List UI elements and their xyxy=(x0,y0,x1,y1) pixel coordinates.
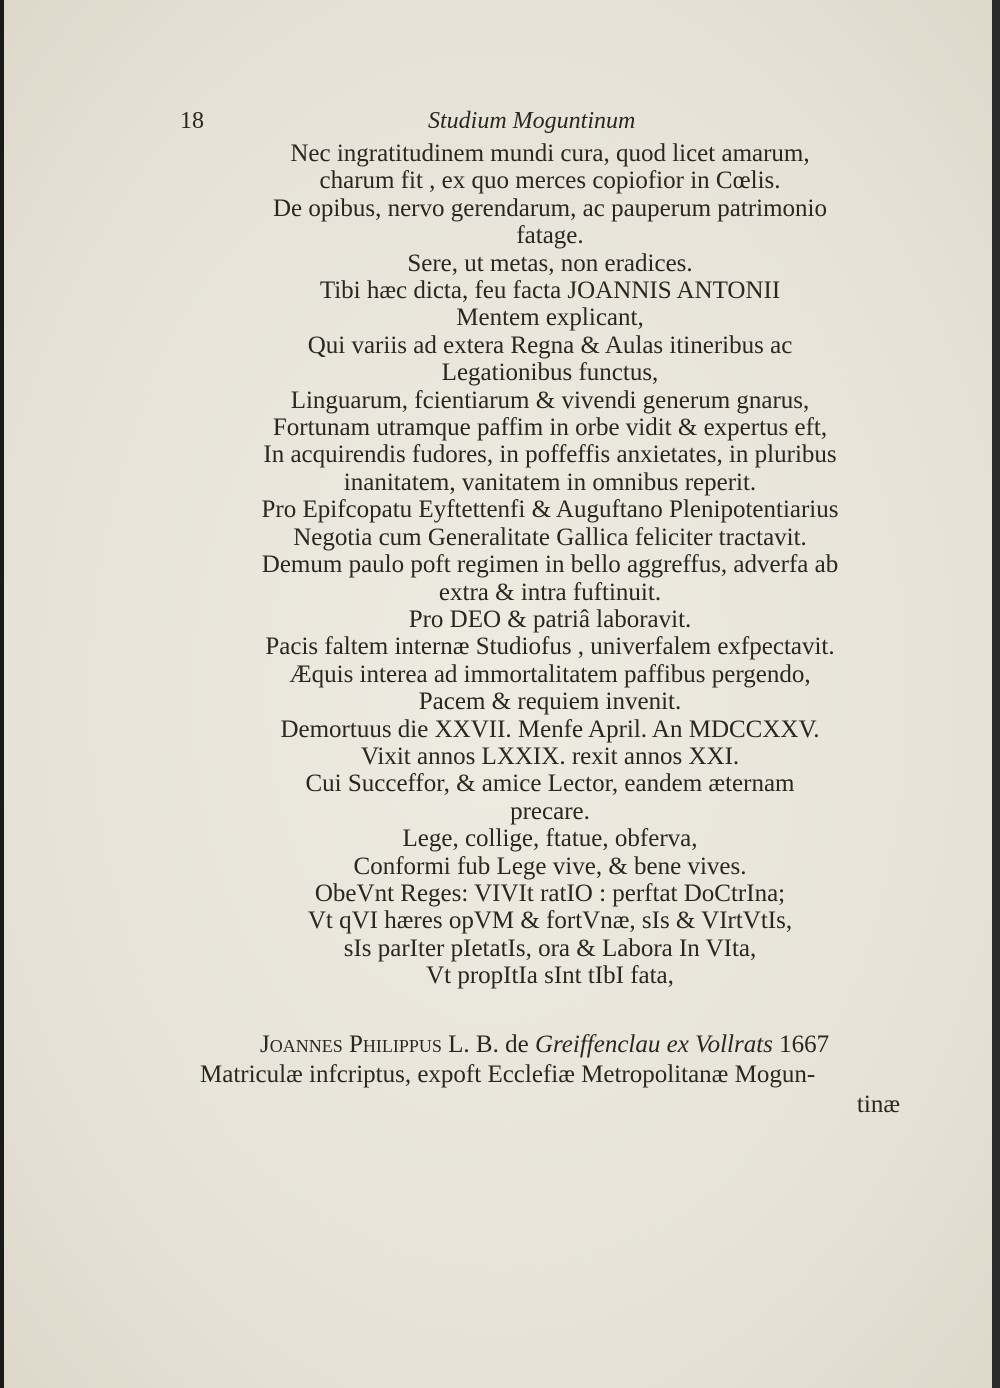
text-line: Qui variis ad extera Regna & Aulas itineribus ac xyxy=(307,331,793,359)
text-line: Cui Succeffor, & amice Lector, eandem æternam xyxy=(305,770,795,798)
signature-line-2: Matriculæ infcriptus, expoft Ecclefiæ Metropolitanæ Mogun- xyxy=(200,1061,816,1088)
text-line: Tibi hæc dicta, feu facta JOANNIS ANTONII xyxy=(319,277,781,305)
text-line: Legationibus functus, xyxy=(441,359,659,387)
text-line: Pro DEO & patriâ laboravit. xyxy=(408,605,692,633)
running-title: Studium Moguntinum xyxy=(428,108,636,134)
text-line: Pro Epifcopatu Eyftettenfi & Auguftano Plenipotentiarius xyxy=(261,496,839,524)
text-line: precare. xyxy=(510,797,590,825)
text-line: sIs parIter pIetatIs, ora & Labora In VIta, xyxy=(343,934,757,962)
text-line: Conformi fub Lege vive, & bene vives. xyxy=(353,852,747,880)
text-line: Pacem & requiem invenit. xyxy=(418,688,682,716)
text-line: Demortuus die XXVII. Menfe April. An MDCCXXV. xyxy=(280,715,820,743)
text-line: Vt propItIa sInt tIbI fata, xyxy=(426,962,674,990)
book-gutter xyxy=(992,0,1000,1388)
inscription-text xyxy=(200,140,900,990)
text-line: Linguarum, fcientiarum & vivendi generum gnarus, xyxy=(290,386,810,414)
text-line: Mentem explicant, xyxy=(456,304,644,332)
text-line: ObeVnt Reges: VIVIt ratIO : perftat DoCtrIna; xyxy=(314,879,786,907)
text-line: Sere, ut metas, non eradices. xyxy=(407,249,693,277)
text-line: Demum paulo poft regimen in bello aggreffus, adverfa ab xyxy=(261,551,839,579)
text-line: Nec ingratitudinem mundi cura, quod licet amarum, xyxy=(290,140,810,167)
signature-year: 1667 xyxy=(772,1031,830,1058)
signature-line-1 xyxy=(200,1030,900,1060)
text-line: charum fit , ex quo merces copiofior in Cœlis. xyxy=(319,167,781,195)
text-line: Pacis faltem internæ Studiofus , univerfalem exfpectavit. xyxy=(265,633,835,661)
text-line: Fortunam utramque paffim in orbe vidit & expertus eft, xyxy=(272,414,828,442)
text-line: Lege, collige, ftatue, obferva, xyxy=(402,825,698,853)
signature-block xyxy=(200,1030,900,1120)
signature-place: Greiffenclau ex Vollrats xyxy=(534,1031,773,1058)
text-line: Vt qVI hæres opVM & fortVnæ, sIs & VIrtVtIs, xyxy=(307,907,793,935)
text-line: fatage. xyxy=(516,222,584,250)
text-line: Æquis interea ad immortalitatem paffibus pergendo, xyxy=(289,660,811,688)
text-line: Negotia cum Generalitate Gallica feliciter tractavit. xyxy=(293,523,807,551)
catchword: tinæ xyxy=(856,1091,900,1118)
text-line: De opibus, nervo gerendarum, ac pauperum patrimonio xyxy=(273,194,827,222)
page-header xyxy=(4,104,994,140)
text-line: In acquirendis fudores, in poffeffis anxietates, in pluribus xyxy=(263,441,837,469)
page-number: 18 xyxy=(180,108,204,134)
text-line: inanitatem, vanitatem in omnibus reperit. xyxy=(343,468,757,496)
signature-name: Joannes Philippus xyxy=(260,1031,442,1058)
signature-title: L. B. de xyxy=(441,1031,535,1058)
text-line: extra & intra fuftinuit. xyxy=(438,578,662,606)
book-page xyxy=(4,0,994,1388)
text-line: Vixit annos LXXIX. rexit annos XXI. xyxy=(360,742,740,770)
